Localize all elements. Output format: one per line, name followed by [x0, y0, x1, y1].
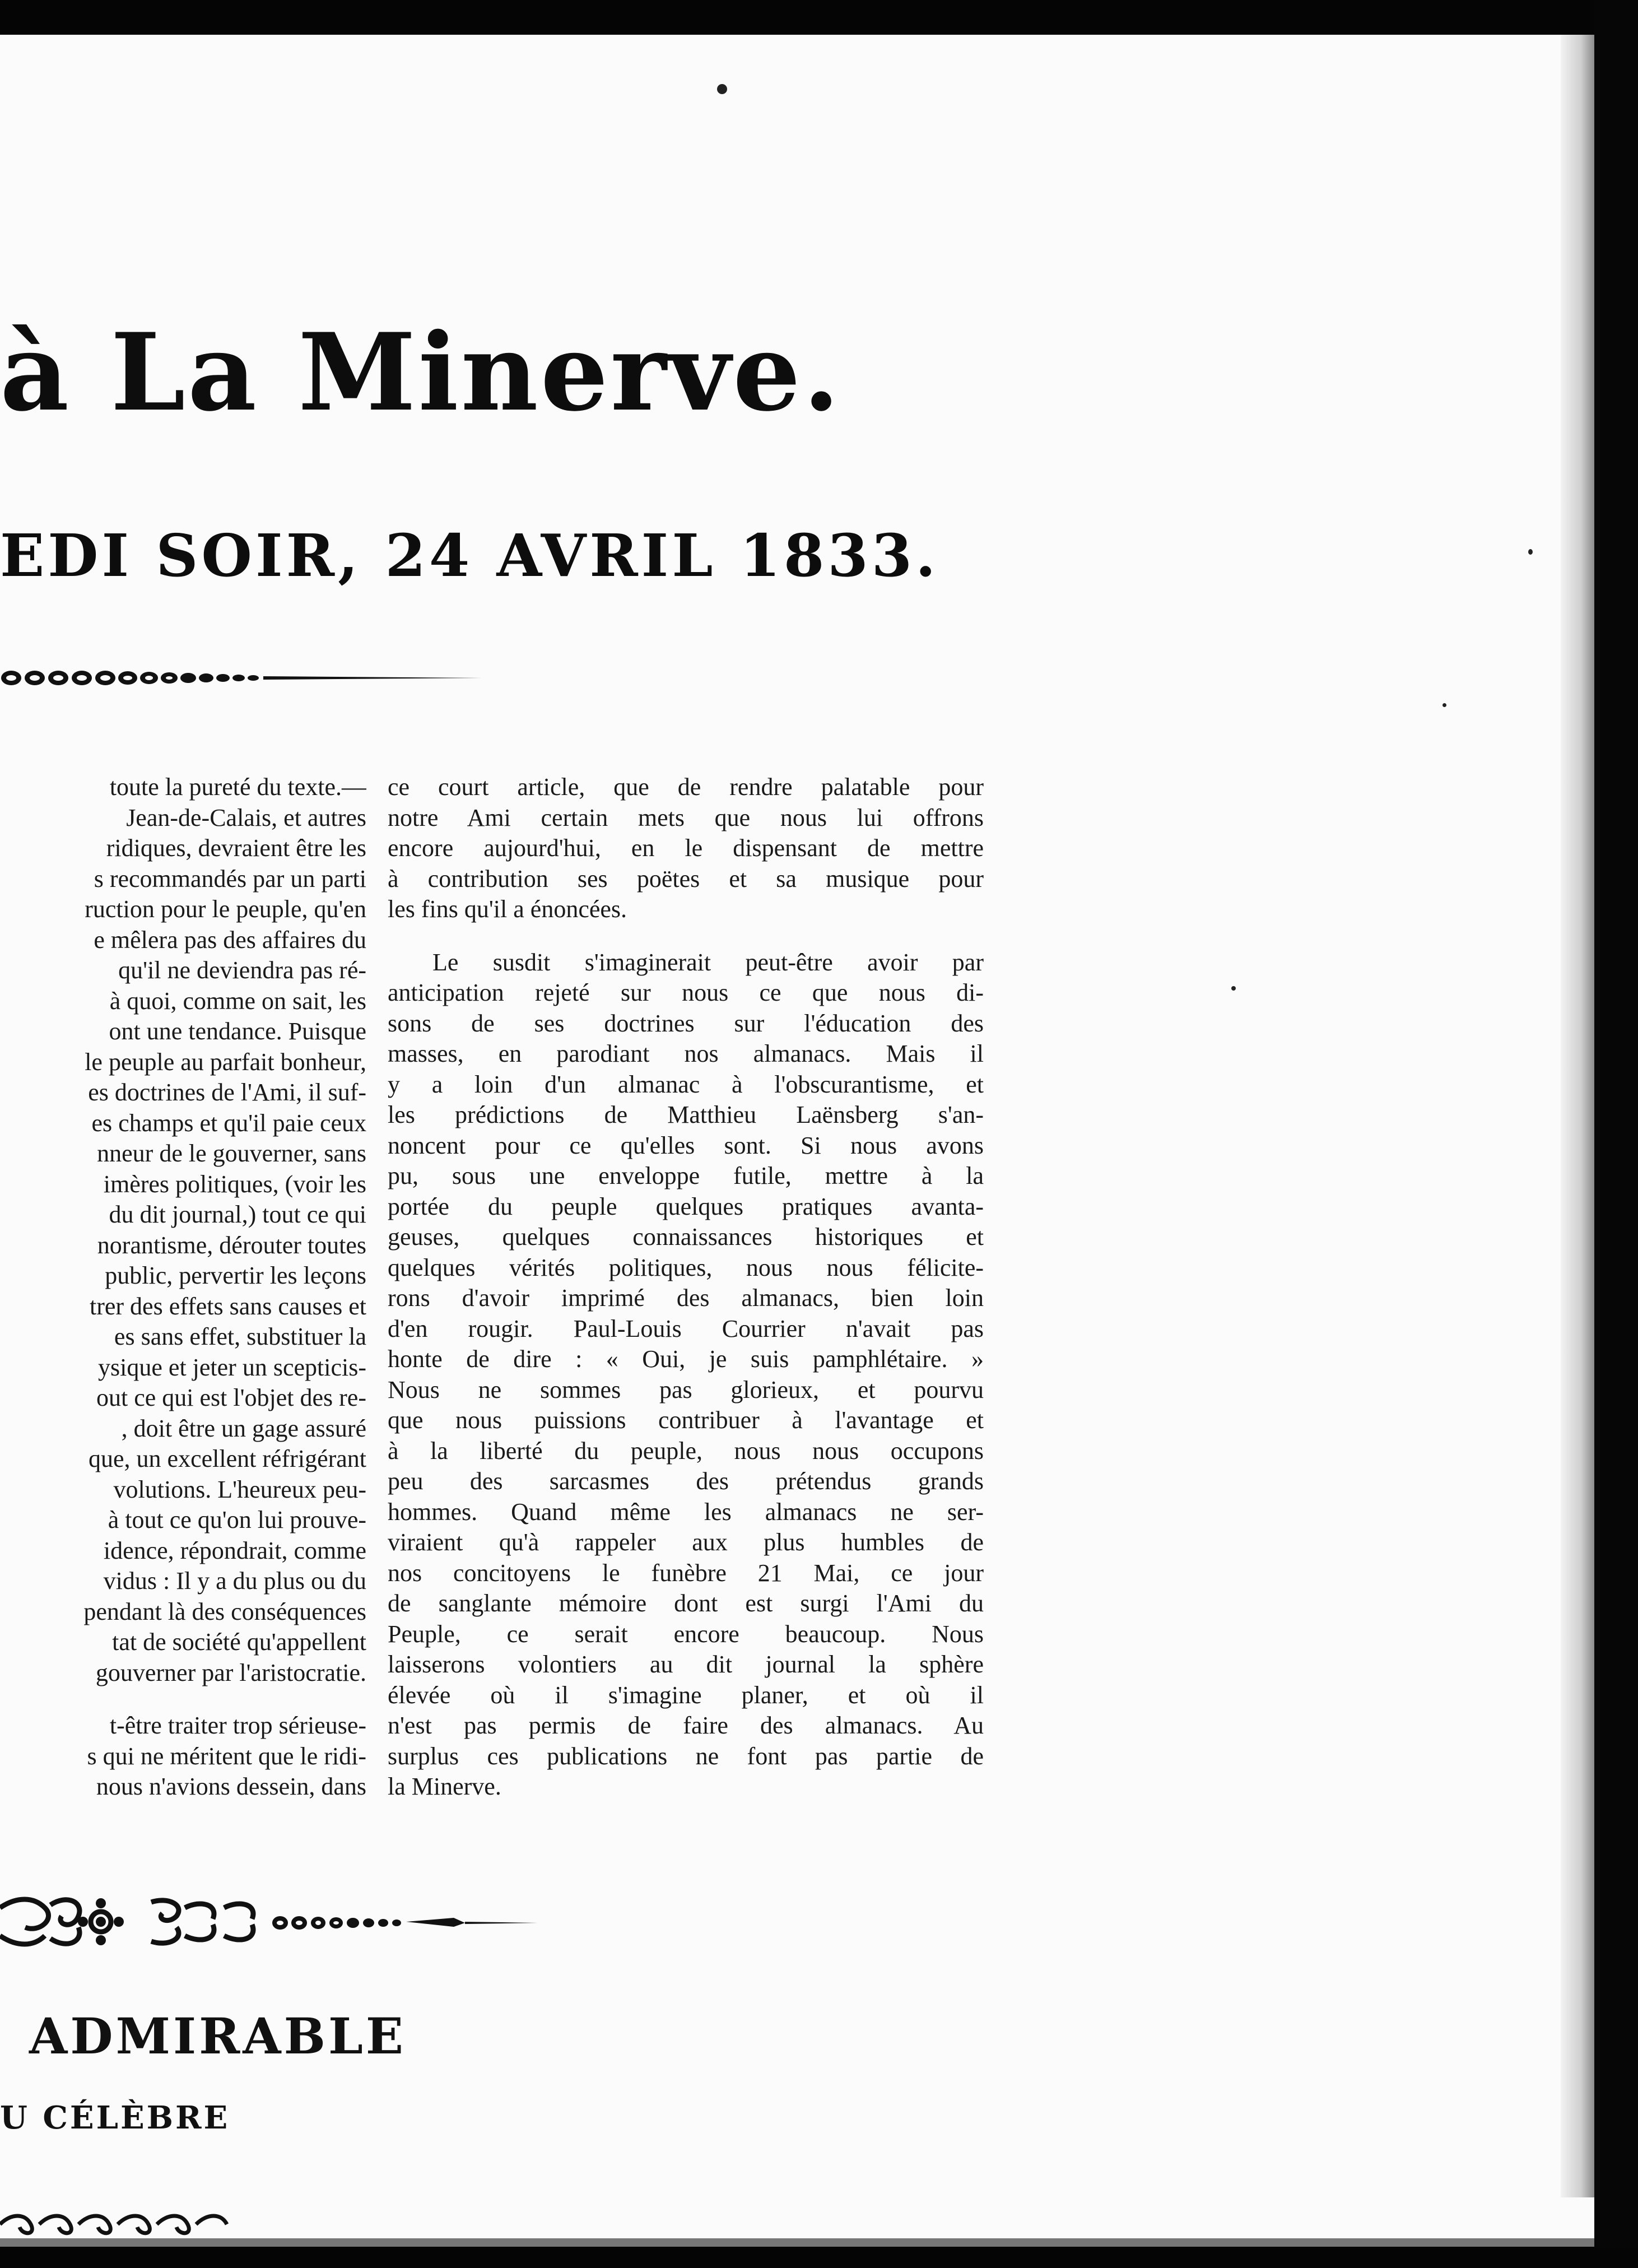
article-line: de sanglante mémoire dont est surgi l'Ami du — [388, 1590, 984, 1617]
scanner-border-bottom — [0, 2247, 1638, 2268]
article-line: à contribution ses poëtes et sa musique pour — [388, 865, 984, 893]
ink-speck — [717, 84, 727, 94]
article-line: nous n'avions dessein, dans — [96, 1773, 366, 1800]
article-line: ruction pour le peuple, qu'en — [85, 895, 366, 923]
article-line: nos concitoyens le funèbre 21 Mai, ce jour — [388, 1559, 984, 1587]
article-line: es champs et qu'il paie ceux — [91, 1109, 366, 1137]
article-line: , doit être un gage assuré — [121, 1414, 366, 1442]
article-line: Peuple, ce serait encore beaucoup. Nous — [388, 1620, 984, 1648]
advert-title: ADMIRABLE — [29, 2007, 406, 2065]
article-line: norantisme, dérouter toutes — [97, 1231, 366, 1259]
article-line: que, un excellent réfrigérant — [89, 1445, 366, 1472]
article-line: es doctrines de l'Ami, il suf- — [88, 1079, 366, 1106]
scanner-border-right — [1594, 0, 1638, 2268]
article-line: Nous ne sommes pas glorieux, et pourvu — [388, 1375, 984, 1403]
ink-speck — [1442, 703, 1446, 707]
article-line: s recommandés par un parti — [94, 865, 366, 893]
scanner-border-top — [0, 0, 1638, 35]
article-line: qu'il ne deviendra pas ré- — [118, 956, 366, 984]
article-line: Le susdit s'imaginerait peut-être avoir par — [432, 948, 984, 976]
article-line: nneur de le gouverner, sans — [97, 1140, 366, 1167]
article-line: portée du peuple quelques pratiques avanta- — [388, 1192, 984, 1220]
article-line: masses, en parodiant nos almanacs. Mais il — [388, 1040, 984, 1067]
article-line: hommes. Quand même les almanacs ne ser- — [388, 1498, 984, 1526]
article-line: notre Ami certain mets que nous lui offrons — [388, 803, 984, 831]
article-line: ysique et jeter un scepticis- — [98, 1353, 366, 1381]
issue-dateline: EDI SOIR, 24 AVRIL 1833. — [0, 521, 939, 590]
article-line: public, pervertir les leçons — [105, 1262, 366, 1289]
ornamental-border-bottom — [0, 2210, 336, 2238]
article-line: pendant là des conséquences — [83, 1597, 366, 1625]
article-line: que nous puissions contribuer à l'avantage et — [388, 1406, 984, 1434]
ink-speck — [1528, 549, 1533, 555]
paragraph-gap — [0, 1688, 366, 1711]
article-line: le peuple au parfait bonheur, — [85, 1048, 366, 1076]
article-line: encore aujourd'hui, en le dispensant de mettre — [388, 834, 984, 862]
article-line: trer des effets sans causes et — [90, 1292, 366, 1320]
article-line: élevée où il s'imagine planer, et où il — [388, 1681, 984, 1709]
article-line: peu des sarcasmes des prétendus grands — [388, 1467, 984, 1495]
ink-speck — [1231, 986, 1236, 991]
advert-subtitle: U CÉLÈBRE — [0, 2099, 230, 2136]
article-line: gouverner par l'aristocratie. — [95, 1658, 366, 1686]
article-line: volutions. L'heureux peu- — [113, 1475, 366, 1503]
page-edge-shadow — [1561, 35, 1594, 2197]
article-line: à quoi, comme on sait, les — [109, 987, 366, 1015]
article-line: à tout ce qu'on lui prouve- — [108, 1506, 366, 1533]
article-line: les prédictions de Matthieu Laënsberg s'an- — [388, 1101, 984, 1128]
article-line: rons d'avoir imprimé des almanacs, bien loin — [388, 1284, 984, 1312]
article-line: es sans effet, substituer la — [114, 1323, 366, 1350]
article-line: noncent pour ce qu'elles sont. Si nous avons — [388, 1131, 984, 1159]
article-line: Jean-de-Calais, et autres — [126, 803, 366, 831]
article-line: idence, répondrait, comme — [103, 1536, 366, 1564]
article-line: d'en rougir. Paul-Louis Courrier n'avait pas — [388, 1314, 984, 1342]
article-line: geuses, quelques connaissances historiques et — [388, 1223, 984, 1251]
article-line: pu, sous une enveloppe futile, mettre à la — [388, 1162, 984, 1189]
article-line: du dit journal,) tout ce qui — [109, 1201, 366, 1228]
article-line: à la liberté du peuple, nous nous occupons — [388, 1437, 984, 1465]
article-line: ont une tendance. Puisque — [109, 1017, 366, 1045]
article-line: anticipation rejeté sur nous ce que nous di- — [388, 979, 984, 1006]
article-line: s qui ne méritent que le ridi- — [87, 1742, 366, 1770]
article-line: imères politiques, (voir les — [103, 1170, 366, 1198]
ornamental-rule-top — [0, 661, 482, 695]
article-column-right — [388, 772, 984, 1802]
article-line: honte de dire : « Oui, je suis pamphlétaire. » — [388, 1345, 984, 1373]
article-column-left — [0, 772, 366, 1802]
article-line: ridiques, devraient être les — [106, 834, 366, 862]
article-line: quelques vérités politiques, nous nous félicite- — [388, 1253, 984, 1281]
article-line: toute la pureté du texte.— — [109, 773, 366, 801]
article-line: surplus ces publications ne font pas partie de — [388, 1742, 984, 1770]
article-line: ce court article, que de rendre palatable pour — [388, 773, 984, 801]
article-line: sons de ses doctrines sur l'éducation des — [388, 1009, 984, 1037]
article-line: laisserons volontiers au dit journal la sphère — [388, 1651, 984, 1678]
article-line: vidus : Il y a du plus ou du — [103, 1567, 366, 1595]
article-line: la Minerve. — [388, 1773, 501, 1800]
article-line: e mêlera pas des affaires du — [94, 926, 366, 954]
ornamental-rule-bottom — [0, 1891, 538, 1953]
article-line: viraient qu'à rappeler aux plus humbles de — [388, 1528, 984, 1556]
paragraph-gap — [388, 925, 984, 947]
article-line: n'est pas permis de faire des almanacs. Au — [388, 1712, 984, 1739]
article-line: y a loin d'un almanac à l'obscurantisme, et — [388, 1070, 984, 1098]
article-line: les fins qu'il a énoncées. — [388, 895, 627, 923]
article-line: out ce qui est l'objet des re- — [96, 1384, 366, 1411]
article-line: tat de société qu'appellent — [112, 1628, 366, 1656]
article-line: t-être traiter trop sérieuse- — [109, 1712, 366, 1739]
newspaper-title: à La Minerve. — [0, 310, 843, 435]
